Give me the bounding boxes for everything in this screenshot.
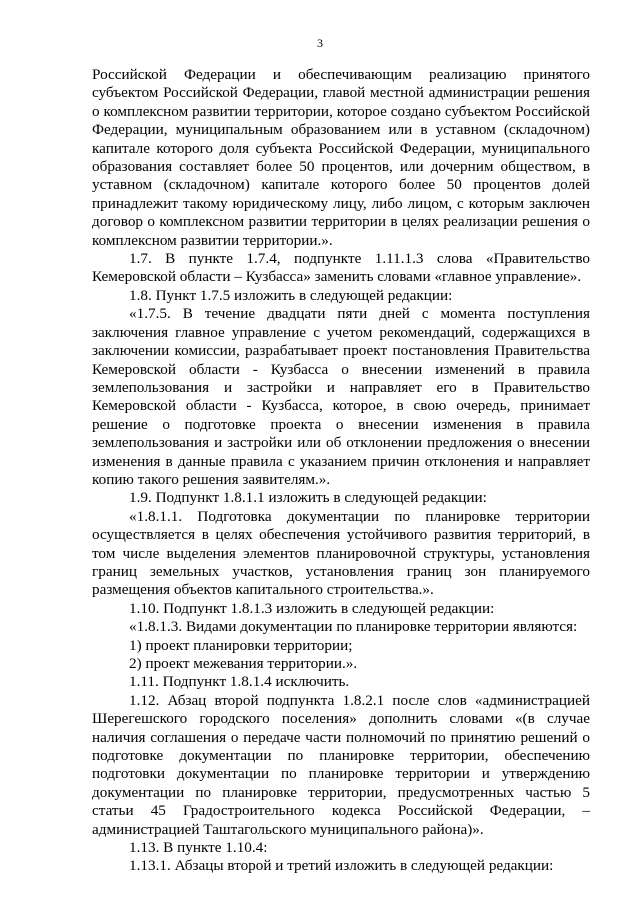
page-number: 3 [317,36,323,50]
list-item-surveying-project: 2) проект межевания территории.». [129,655,358,672]
paragraph-1-10: 1.10. Подпункт 1.8.1.3 изложить в следующей редакции: [129,599,495,617]
paragraph-1-8: 1.8. Пункт 1.7.5 изложить в следующей редакции: [129,286,453,304]
paragraph-1-11: 1.11. Подпункт 1.8.1.4 исключить. [129,673,350,691]
paragraph-1-13-1: 1.13.1. Абзацы второй и третий изложить в следующей редакции: [129,857,554,875]
paragraph-1-7: 1.7. В пункте 1.7.4, подпункте 1.11.1.3 слова «Правительство Кемеровской области – Кузбасса» заменить словами «главное управление». [92,250,590,286]
paragraph-1-13: 1.13. В пункте 1.10.4: [129,839,268,857]
paragraph-1-8-1-3: «1.8.1.3. Видами документации по планировке территории являются: [129,618,578,636]
paragraph-1-12: 1.12. Абзац второй подпункта 1.8.2.1 после слов «администрацией Шерегешского городского поселения» дополнить словами «(в случае наличия соглашения о передаче части полномочий по принятию решений о подготовке документации по планировке территории, обеспечению подготовки документации по планировке территории и утверждению документации по планировке территории, предусмотренных частью 5 статьи 45 Градостроительного кодекса Российской Федерации, – администрацией Таштагольского муниципального района)». [92,691,590,838]
paragraph-1-8-1-1: «1.8.1.1. Подготовка документации по планировке территории осуществляется в целях обеспечения устойчивого развития территорий, в том числе выделения элементов планировочной структуры, установления границ земельных участков, установления границ зон планируемого размещения объектов капитального строительства.». [92,507,590,599]
paragraph-continuation: Российской Федерации и обеспечивающим реализацию принятого субъектом Российской Федерации, главой местной администрации решения о комплексном развитии территории, которое создано субъектом Российской Федерации, муниципальным образованием или в уставном (складочном) капитале которого доля субъекта Российской Федерации, муниципального образования составляет более 50 процентов, или дочерним обществом, в уставном (складочном) капитале которого более 50 процентов долей принадлежит такому юридическому лицу, либо лицом, с которым заключен договор о комплексном развитии территории в целях реализации решения о комплексном развитии территории.». [92,66,590,249]
list-item-planning-project: 1) проект планировки территории; [129,636,353,654]
document-body [92,66,590,876]
paragraph-1-7-5: «1.7.5. В течение двадцати пяти дней с момента поступления заключения главное управление с учетом рекомендаций, содержащихся в заключении комиссии, разрабатывает проект постановления Правительства Кемеровской области - Кузбасса о внесении изменений в правила землепользования и застройки и направляет его в Правительство Кемеровской области - Кузбасса, которое, в свою очередь, принимает решение о подготовке проекта о внесении изменения в правила землепользования и застройки или об отклонении предложения о внесении изменения в данные правила с указанием причин отклонения и направляет копию такого решения заявителям.». [92,305,590,488]
paragraph-1-9: 1.9. Подпункт 1.8.1.1 изложить в следующей редакции: [129,489,487,507]
